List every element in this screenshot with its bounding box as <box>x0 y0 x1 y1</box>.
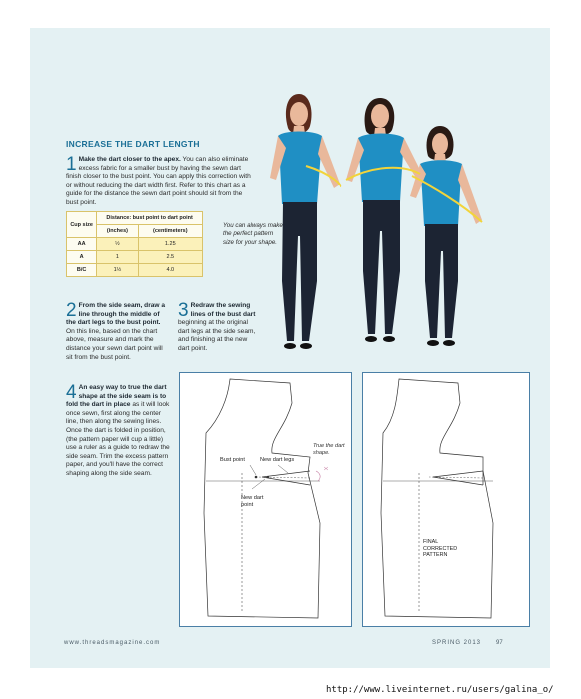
chart-cell-cm: 2.5 <box>138 251 202 264</box>
step-1-heading: Make the dart closer to the apex. <box>78 156 181 163</box>
label-true-dart-shape: True the dart shape. <box>313 443 345 456</box>
label-bust-point: Bust point <box>220 457 245 463</box>
table-row <box>67 238 203 251</box>
step-2-text: On this line, based on the chart above, measure and mark the distance your sewn dart point will sit from the bust point. <box>66 327 163 361</box>
step-4-number: 4 <box>66 382 77 403</box>
dart-distance-chart <box>66 211 203 277</box>
table-row <box>67 264 203 277</box>
step-4-text: as it will look once sewn, first along the center line, then along the sewing lines. Once the dart is folded in position, (the pattern paper will cup a little) use a ruler as a guide to redraw the side seam. Trim the excess pattern paper, and you'll have the correct shaping along the side seam. <box>66 401 170 477</box>
woman-right-figure <box>410 126 482 346</box>
final-pattern-drawing <box>363 373 531 628</box>
step-3-text: beginning at the original dart legs at the side seam, and finishing at the new dart point. <box>178 319 256 352</box>
chart-header-cup-size: Cup size <box>67 212 97 238</box>
step-3-heading: Redraw the sewing lines of the bust dart <box>190 302 256 318</box>
footer-website: www.threadsmagazine.com <box>64 640 161 646</box>
page-number: 97 <box>496 640 503 646</box>
pattern-diagram-final <box>362 372 530 627</box>
step-1-text: You can also eliminate excess fabric for a smaller bust by having the sewn dart finish closer to the bust point. You can apply this correction with or without reducing the dart width first. Refer to this chart as a guide for the distance the sewn dart point should sit from the bust point. <box>66 156 251 206</box>
chart-header-distance: Distance: bust point to dart point <box>97 212 203 225</box>
chart-cell-inches: ½ <box>97 238 138 251</box>
pattern-diagram-marked <box>179 372 352 627</box>
photo-caption: You can always make the perfect pattern size for your shape. <box>223 222 283 246</box>
step-1 <box>66 156 254 208</box>
woman-middle-figure <box>346 98 422 342</box>
chart-cell-cup: AA <box>67 238 97 251</box>
step-2 <box>66 302 166 362</box>
footer-issue: SPRING 2013 <box>432 640 482 646</box>
step-2-heading: From the side seam, draw a line through the middle of the dart legs to the bust point. <box>66 302 166 327</box>
table-row <box>67 251 203 264</box>
chart-cell-cm: 1.25 <box>138 238 202 251</box>
step-3 <box>178 302 256 354</box>
label-new-dart-point: New dart point <box>241 495 264 508</box>
watermark-url: http://www.liveinternet.ru/users/galina_o/ <box>326 685 554 695</box>
chart-cell-cm: 4.0 <box>138 264 202 277</box>
step-4-heading: An easy way to true the dart shape at the side seam is to fold the dart in place <box>66 384 167 409</box>
section-title: INCREASE THE DART LENGTH <box>66 139 200 149</box>
chart-cell-cup: B/C <box>67 264 97 277</box>
chart-cell-inches: 1 <box>97 251 138 264</box>
chart-cell-inches: 1½ <box>97 264 138 277</box>
scissor-icon <box>324 467 328 470</box>
label-final-corrected-pattern: FINAL CORRECTED PATTERN <box>423 539 458 558</box>
step-3-number: 3 <box>178 300 189 321</box>
chart-subheader-cm: (centimeters) <box>138 225 202 238</box>
label-new-dart-legs: New dart legs <box>260 457 295 463</box>
chart-subheader-inches: (inches) <box>97 225 138 238</box>
chart-cell-cup: A <box>67 251 97 264</box>
three-women-photo <box>262 76 492 361</box>
step-1-number: 1 <box>66 154 77 175</box>
step-2-number: 2 <box>66 300 77 321</box>
woman-left-figure <box>270 94 340 349</box>
pink-scissor-mark <box>316 471 320 481</box>
step-4 <box>66 384 174 479</box>
